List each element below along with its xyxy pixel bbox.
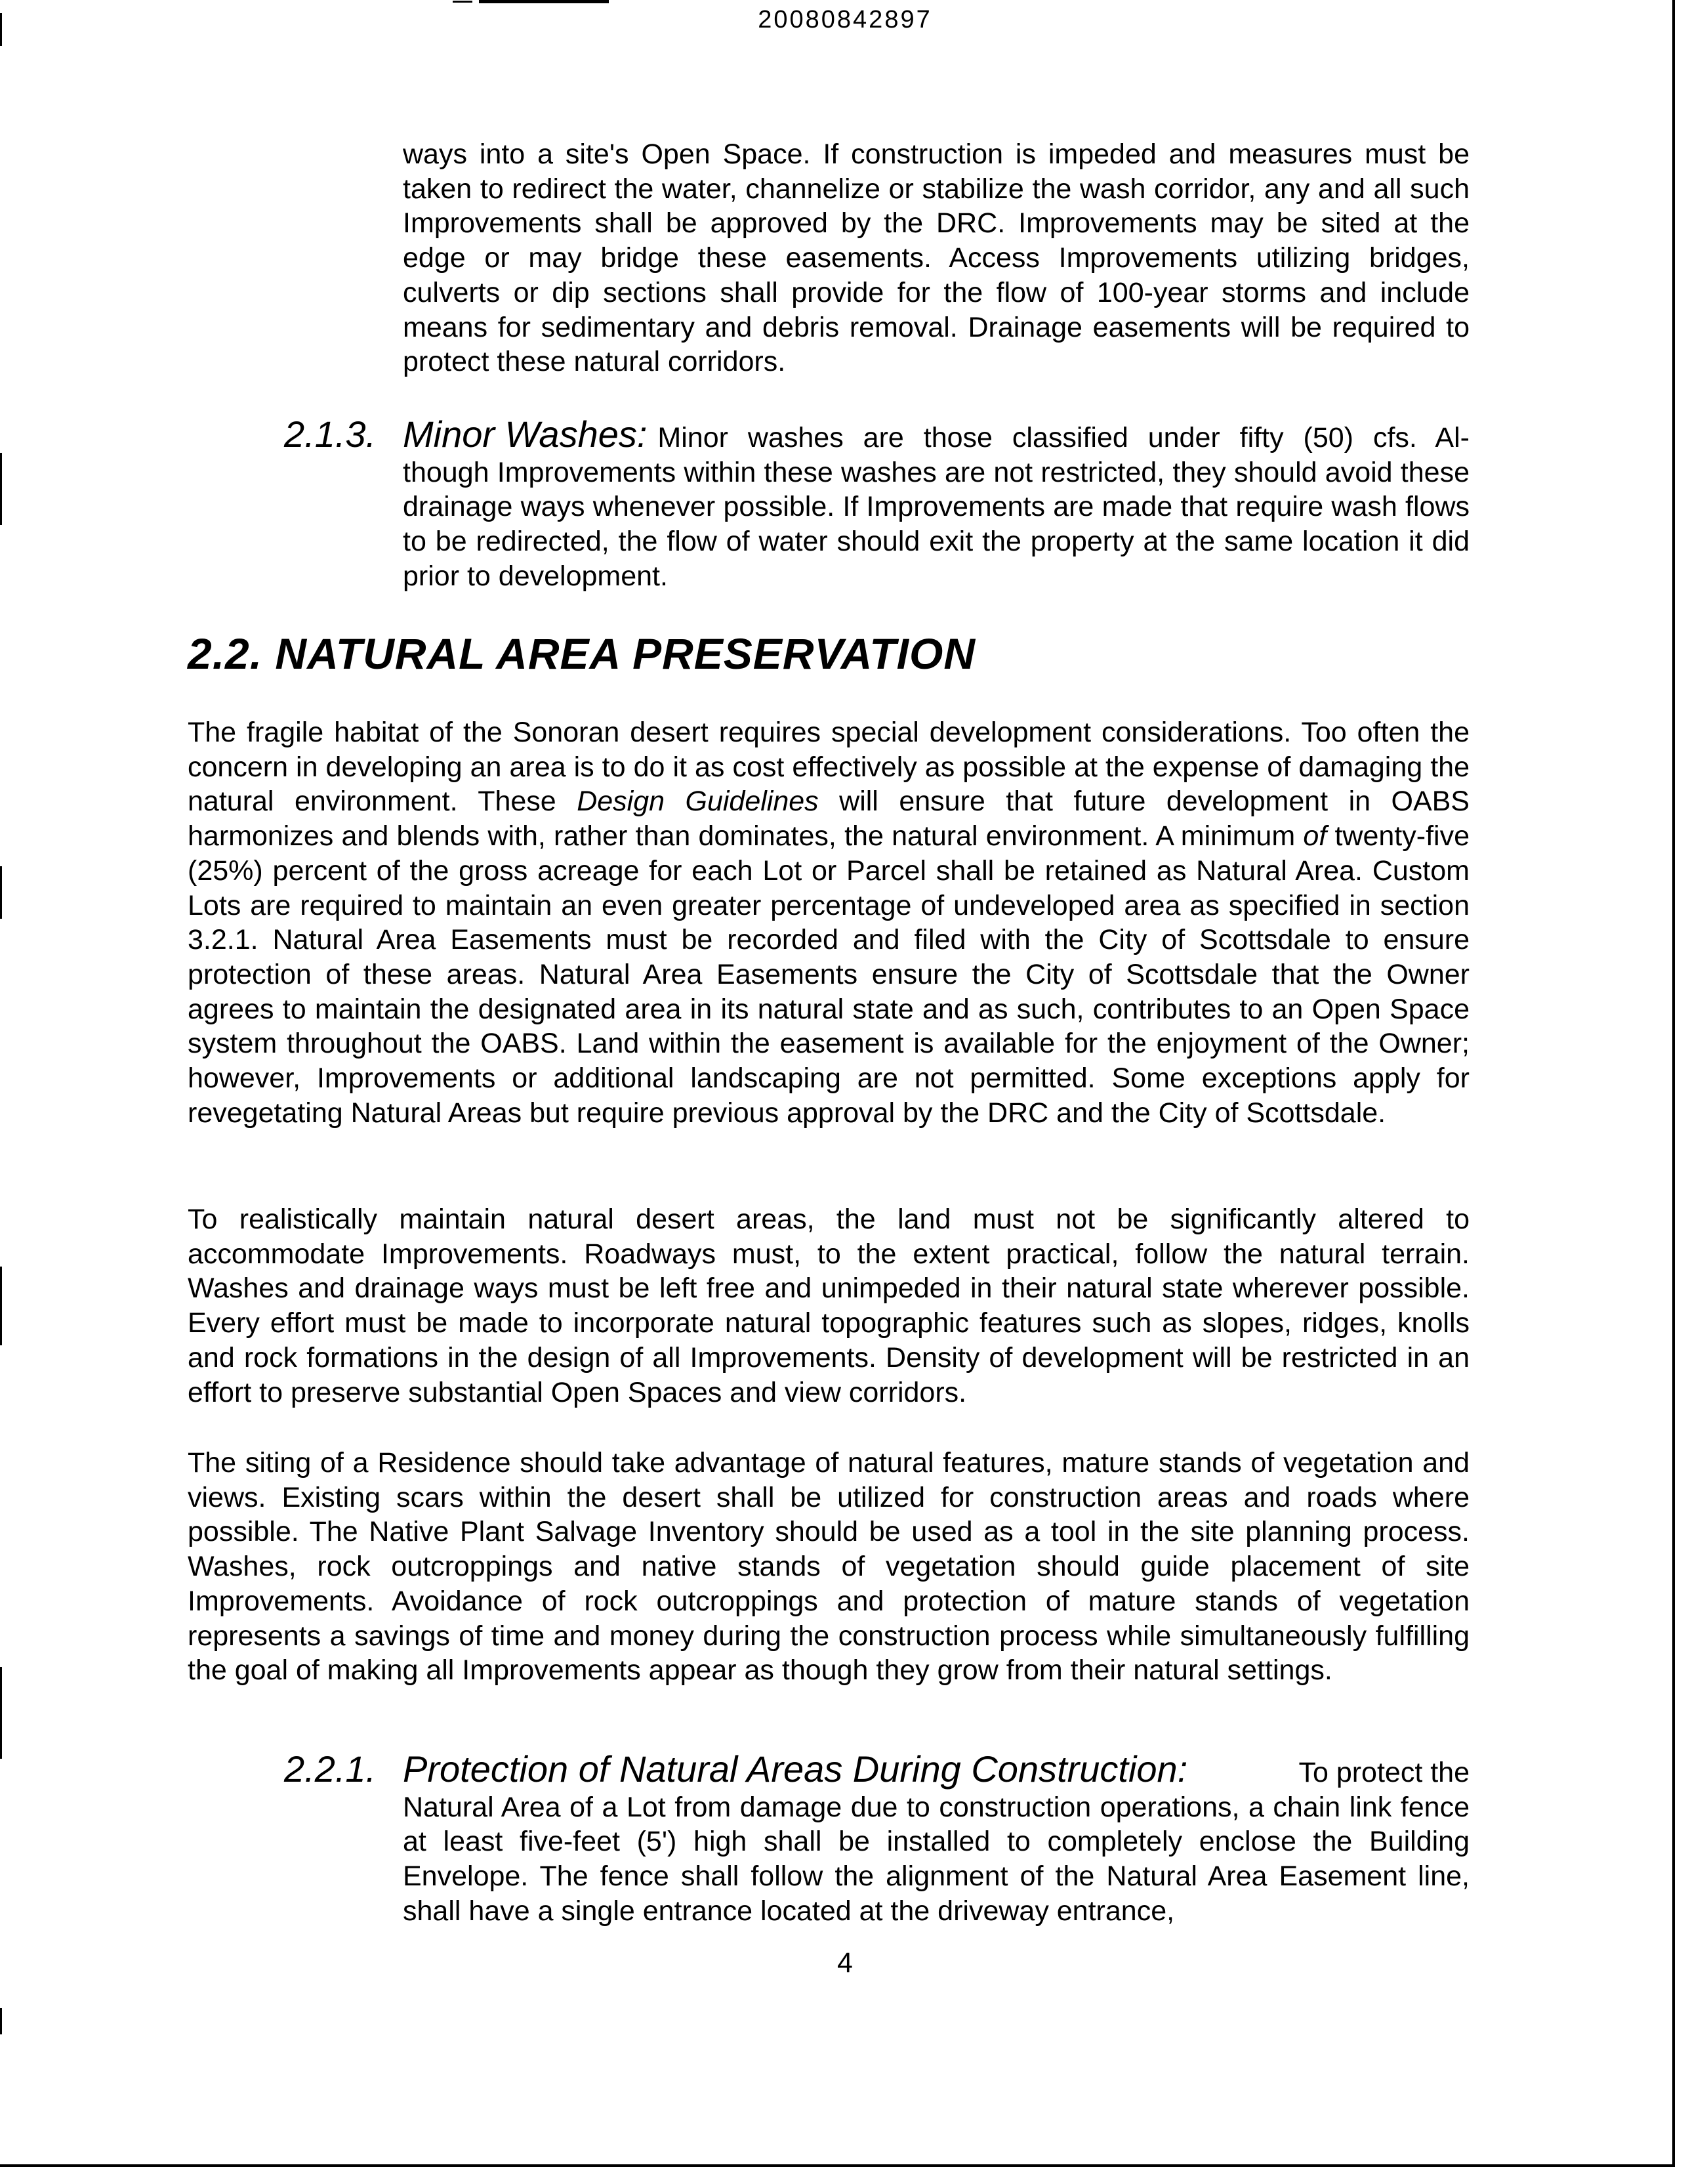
section-first-line-text: To protect the bbox=[1298, 1757, 1470, 1788]
scan-artifact-dash bbox=[453, 1, 472, 3]
section-body: though Improvements within these washes are not restricted, they should avoid these drainage ways whenever possible. If Improvements are made that require wash flows to be redirected, the flow of water should exit the property at the same location it did prior to development. bbox=[403, 456, 1470, 592]
section-title: Minor Washes: bbox=[403, 413, 648, 455]
page-number: 4 bbox=[837, 1947, 853, 1979]
section-first-line-text: Minor washes are those classified under fifty (50) cfs. Al- bbox=[657, 422, 1470, 453]
paragraph-1-text-a: The fragile habitat of the Sonoran desert requires special development considerations. Too often the concern in developing an area is to do it as cost effectively as possible at the expense of damaging the natural environment. These bbox=[188, 717, 1470, 818]
section-heading: 2.2. NATURAL AREA PRESERVATION bbox=[188, 629, 976, 678]
scan-artifact-top-rule bbox=[479, 0, 609, 3]
paragraph-2: To realistically maintain natural desert areas, the land must not be significantly altered to accommodate Improvements. Roadways must, to the extent practical, follow the natural terrain. Washes and drainage ways must be left free and unimpeded in their natural state wherever possible. Every effort must be made to incorporate natural topographic features such as slopes, ridges, knolls and rock formations in the design of all Improvements. Density of development will be restricted in an effort to preserve substantial Open Spaces and view corridors. bbox=[188, 1204, 1470, 1408]
paragraph-1-italic-2: of bbox=[1303, 820, 1327, 852]
paragraph-1-italic: Design Guidelines bbox=[577, 786, 819, 818]
paragraph-1 bbox=[188, 715, 1470, 1130]
section-number: 2.2.1. bbox=[284, 1748, 377, 1790]
continued-paragraph: ways into a site's Open Space. If construction is impeded and measures must be taken to redirect the water, channelize or stabilize the wash corridor, any and all such Improvements shall be approved by the DRC. Improvements may be sited at the edge or may bridge these easements. Access Improvements utilizing bridges, culverts or dip sections shall provide for the flow of 100-year storms and include means for sedimentary and debris removal. Drainage easements will be required to protect these natural corridors. bbox=[403, 138, 1470, 378]
scan-artifact-left-mark bbox=[0, 866, 2, 919]
section-title: Protection of Natural Areas During Construction: bbox=[403, 1748, 1188, 1790]
scan-artifact-right-edge bbox=[1672, 0, 1675, 2167]
section-2-1-3 bbox=[284, 413, 1470, 594]
section-2-2-1-first-line bbox=[284, 1748, 1470, 1790]
document-id: 20080842897 bbox=[758, 6, 932, 33]
scan-artifact-left-mark bbox=[0, 453, 2, 525]
paragraph-1-text-c: twenty-five (25%) percent of the gross acreage for each Lot or Parcel shall be retained as Natural Area. Custom Lots are required to maintain an even greater percentage of undeveloped area as specified in section 3.2.1. Natural Area Easements must be recorded and filed with the City of Scottsdale to ensure protection of these areas. Natural Area Easements ensure the City of Scottsdale that the Owner agrees to maintain the designated area in its natural state and as such, contributes to an Open Space system throughout the OABS. Land within the easement is available for the enjoyment of the Owner; however, Improvements or additional landscaping are not permitted. Some exceptions apply for revegetating Natural Areas but require previous approval by the DRC and the City of Scottsdale. bbox=[188, 820, 1470, 1129]
paragraph-1-text-b: will ensure that future development in OABS harmonizes and blends with, rather than dominates, the natural environment. A minimum bbox=[188, 786, 1470, 852]
section-2-1-3-first-line bbox=[284, 413, 1470, 455]
scan-artifact-left-mark bbox=[0, 2008, 2, 2034]
section-2-2-1 bbox=[284, 1748, 1470, 1929]
scan-artifact-left-mark bbox=[0, 1267, 2, 1345]
scan-artifact-bottom-edge bbox=[0, 2164, 1675, 2167]
scan-artifact-left-mark bbox=[0, 1667, 2, 1759]
section-number: 2.1.3. bbox=[284, 413, 377, 455]
paragraph-3: The siting of a Residence should take advantage of natural features, mature stands of vegetation and views. Existing scars within the desert shall be utilized for construction areas and roads where possible. The Native Plant Salvage Inventory should be used as a tool in the site planning process. Washes, rock outcroppings and native stands of vegetation should guide placement of site Improvements. Avoidance of rock outcroppings and protection of mature stands of vegetation represents a savings of time and money during the construction process while simultaneously fulfilling the goal of making all Improvements appear as though they grow from their natural settings. bbox=[188, 1447, 1470, 1687]
section-body: Natural Area of a Lot from damage due to construction operations, a chain link fence at least five-feet (5') high shall be installed to completely enclose the Building Envelope. The fence shall follow the alignment of the Natural Area Easement line, shall have a single entrance located at the driveway entrance, bbox=[403, 1791, 1470, 1927]
